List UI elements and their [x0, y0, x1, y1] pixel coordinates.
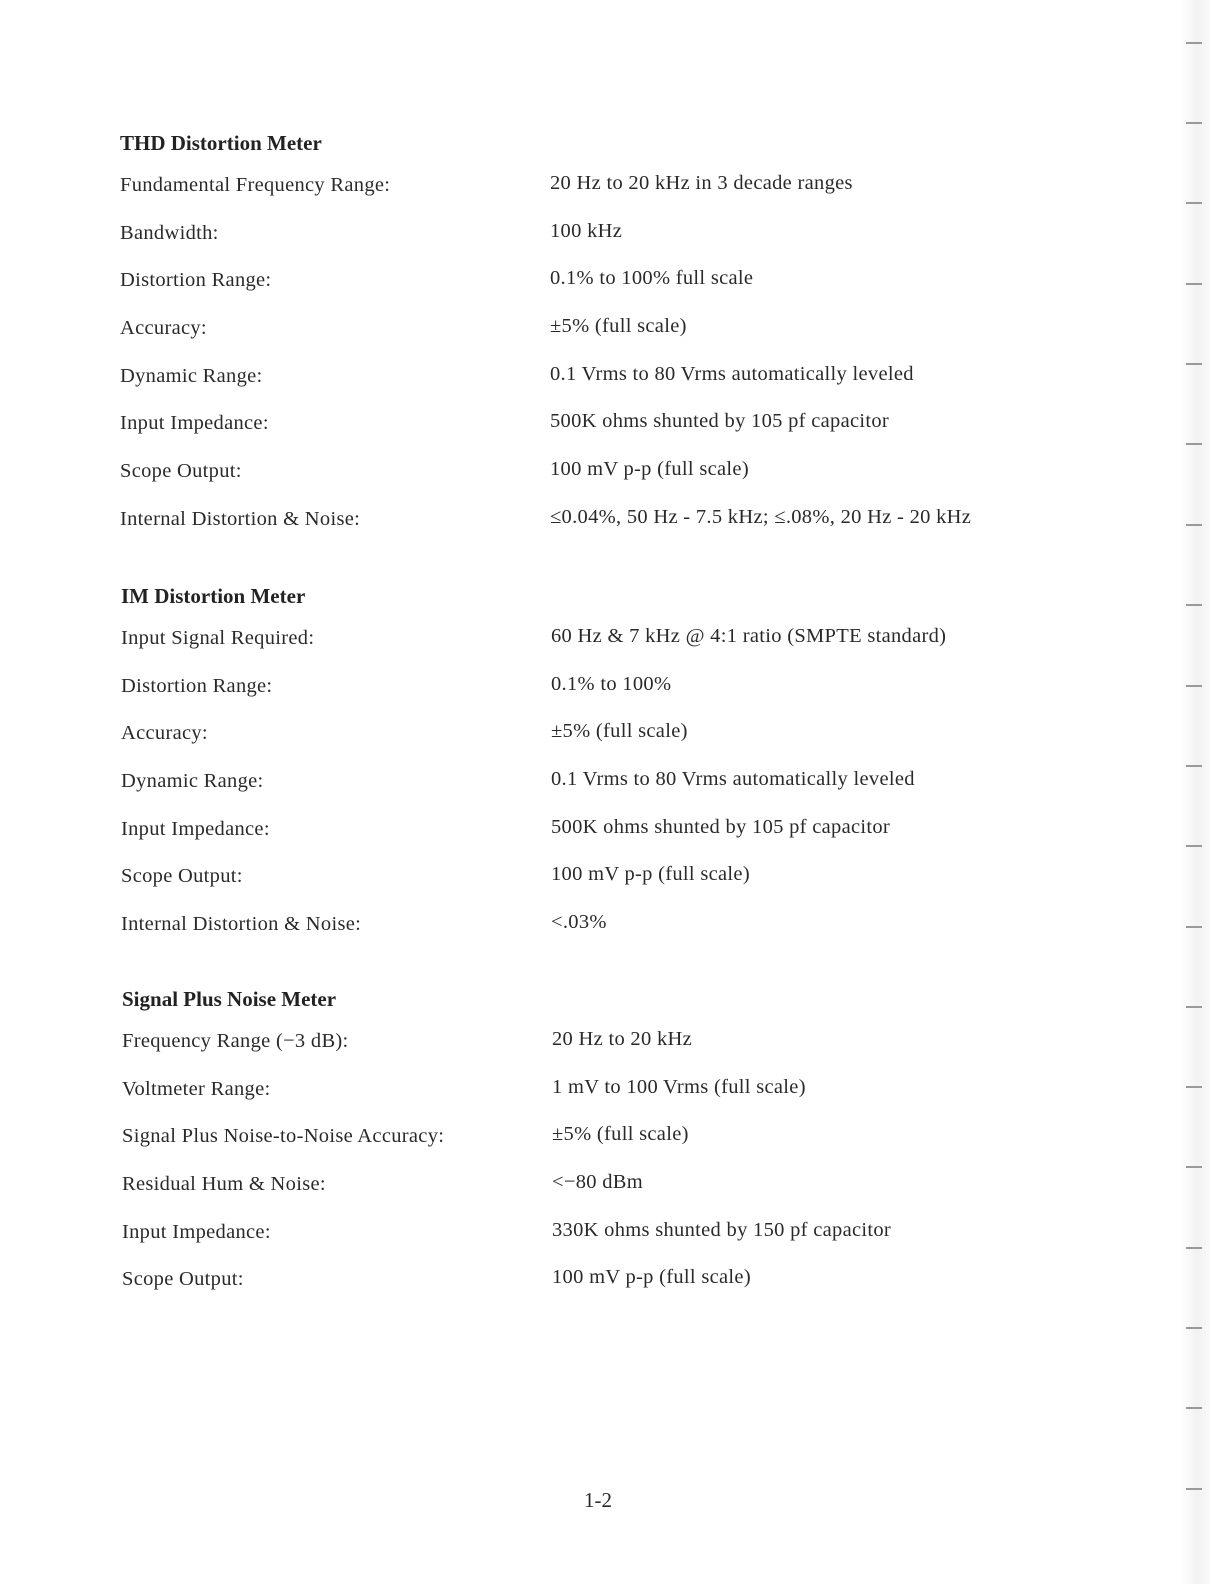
spec-value: 0.1% to 100% — [551, 672, 672, 695]
spec-label: Voltmeter Range: — [122, 1077, 271, 1100]
edge-tick — [1186, 1166, 1202, 1168]
edge-tick — [1186, 1327, 1202, 1329]
spec-row — [122, 1075, 1082, 1126]
edge-tick — [1186, 283, 1202, 285]
spec-value: 0.1 Vrms to 80 Vrms automatically leveled — [551, 768, 915, 791]
spec-value: 0.1% to 100% full scale — [550, 267, 754, 290]
spec-value: ±5% (full scale) — [550, 315, 687, 338]
section-title: Signal Plus Noise Meter — [122, 987, 337, 1011]
spec-row — [120, 362, 1080, 413]
spec-row — [121, 815, 1081, 866]
spec-label: Distortion Range: — [121, 674, 273, 697]
spec-value: <−80 dBm — [552, 1171, 644, 1194]
spec-value: 100 kHz — [550, 219, 623, 242]
edge-tick — [1186, 443, 1202, 445]
spec-label: Dynamic Range: — [120, 364, 263, 387]
spec-row — [121, 770, 1081, 818]
edge-tick — [1186, 1407, 1202, 1409]
spec-value: 500K ohms shunted by 105 pf capacitor — [551, 815, 891, 838]
spec-value: 100 mV p-p (full scale) — [551, 863, 750, 886]
spec-row — [122, 1125, 1082, 1173]
section-title: IM Distortion Meter — [121, 584, 306, 608]
spec-label: Bandwidth: — [120, 221, 219, 244]
spec-value: 0.1 Vrms to 80 Vrms automatically leveled — [550, 362, 914, 385]
edge-tick — [1186, 363, 1202, 365]
section-title: THD Distortion Meter — [120, 131, 322, 155]
spec-label: Input Impedance: — [122, 1220, 271, 1243]
edge-tick — [1186, 685, 1202, 687]
spec-label: Accuracy: — [120, 317, 207, 340]
edge-tick — [1186, 845, 1202, 847]
spec-label: Signal Plus Noise-to-Noise Accuracy: — [122, 1125, 445, 1148]
spec-value: 100 mV p-p (full scale) — [552, 1266, 751, 1289]
edge-tick — [1186, 202, 1202, 204]
spec-label: Distortion Range: — [120, 269, 272, 292]
spec-row — [121, 672, 1081, 723]
scan-binding-edge — [1180, 0, 1210, 1584]
edge-tick — [1186, 1086, 1202, 1088]
spec-label: Accuracy: — [121, 722, 208, 745]
spec-label: Scope Output: — [120, 460, 242, 483]
spec-value: 100 mV p-p (full scale) — [550, 458, 749, 481]
edge-tick — [1186, 604, 1202, 606]
spec-label: Internal Distortion & Noise: — [120, 507, 361, 530]
spec-row — [121, 722, 1081, 770]
spec-row — [120, 219, 1080, 270]
spec-row — [121, 627, 1081, 675]
spec-value: ±5% (full scale) — [551, 720, 688, 743]
spec-row — [122, 1218, 1082, 1269]
section-thd-distortion-meter — [120, 130, 1080, 556]
spec-label: Residual Hum & Noise: — [122, 1173, 326, 1196]
spec-row — [121, 913, 1081, 961]
edge-tick — [1186, 42, 1202, 44]
spec-row — [122, 1268, 1082, 1316]
spec-value: 1 mV to 100 Vrms (full scale) — [552, 1075, 806, 1098]
edge-tick — [1186, 122, 1202, 124]
spec-value: 500K ohms shunted by 105 pf capacitor — [550, 410, 890, 433]
spec-row — [120, 174, 1080, 222]
spec-label: Fundamental Frequency Range: — [120, 174, 391, 196]
spec-row — [120, 269, 1080, 317]
spec-label: Input Impedance: — [121, 817, 270, 840]
spec-value: ±5% (full scale) — [552, 1123, 689, 1146]
section-im-distortion-meter — [121, 583, 1081, 961]
edge-tick — [1186, 1006, 1202, 1008]
edge-tick — [1186, 524, 1202, 526]
page-number: 1-2 — [584, 1488, 612, 1512]
spec-label: Scope Output: — [122, 1268, 244, 1291]
spec-label: Input Signal Required: — [121, 627, 315, 649]
spec-row — [120, 505, 1080, 556]
spec-label: Frequency Range (−3 dB): — [122, 1030, 349, 1052]
spec-row — [121, 865, 1081, 913]
spec-value: 20 Hz to 20 kHz — [552, 1028, 693, 1050]
spec-value: 330K ohms shunted by 150 pf capacitor — [552, 1218, 892, 1241]
spec-label: Dynamic Range: — [121, 770, 264, 793]
spec-value: 20 Hz to 20 kHz in 3 decade ranges — [550, 172, 853, 194]
spec-value: 60 Hz & 7 kHz @ 4:1 ratio (SMPTE standard) — [551, 625, 947, 647]
spec-row — [122, 1030, 1082, 1078]
edge-tick — [1186, 1488, 1202, 1490]
spec-row — [120, 317, 1080, 365]
spec-row — [120, 412, 1080, 460]
edge-tick — [1186, 926, 1202, 928]
spec-value: ≤0.04%, 50 Hz - 7.5 kHz; ≤.08%, 20 Hz - 20 kHz — [550, 505, 972, 528]
section-signal-plus-noise-meter — [122, 986, 1082, 1316]
spec-label: Input Impedance: — [120, 412, 269, 435]
edge-tick — [1186, 1247, 1202, 1249]
spec-label: Scope Output: — [121, 865, 243, 888]
edge-tick — [1186, 765, 1202, 767]
spec-row — [122, 1173, 1082, 1221]
spec-value: <.03% — [551, 911, 607, 934]
spec-label: Internal Distortion & Noise: — [121, 913, 362, 936]
spec-row — [120, 460, 1080, 508]
